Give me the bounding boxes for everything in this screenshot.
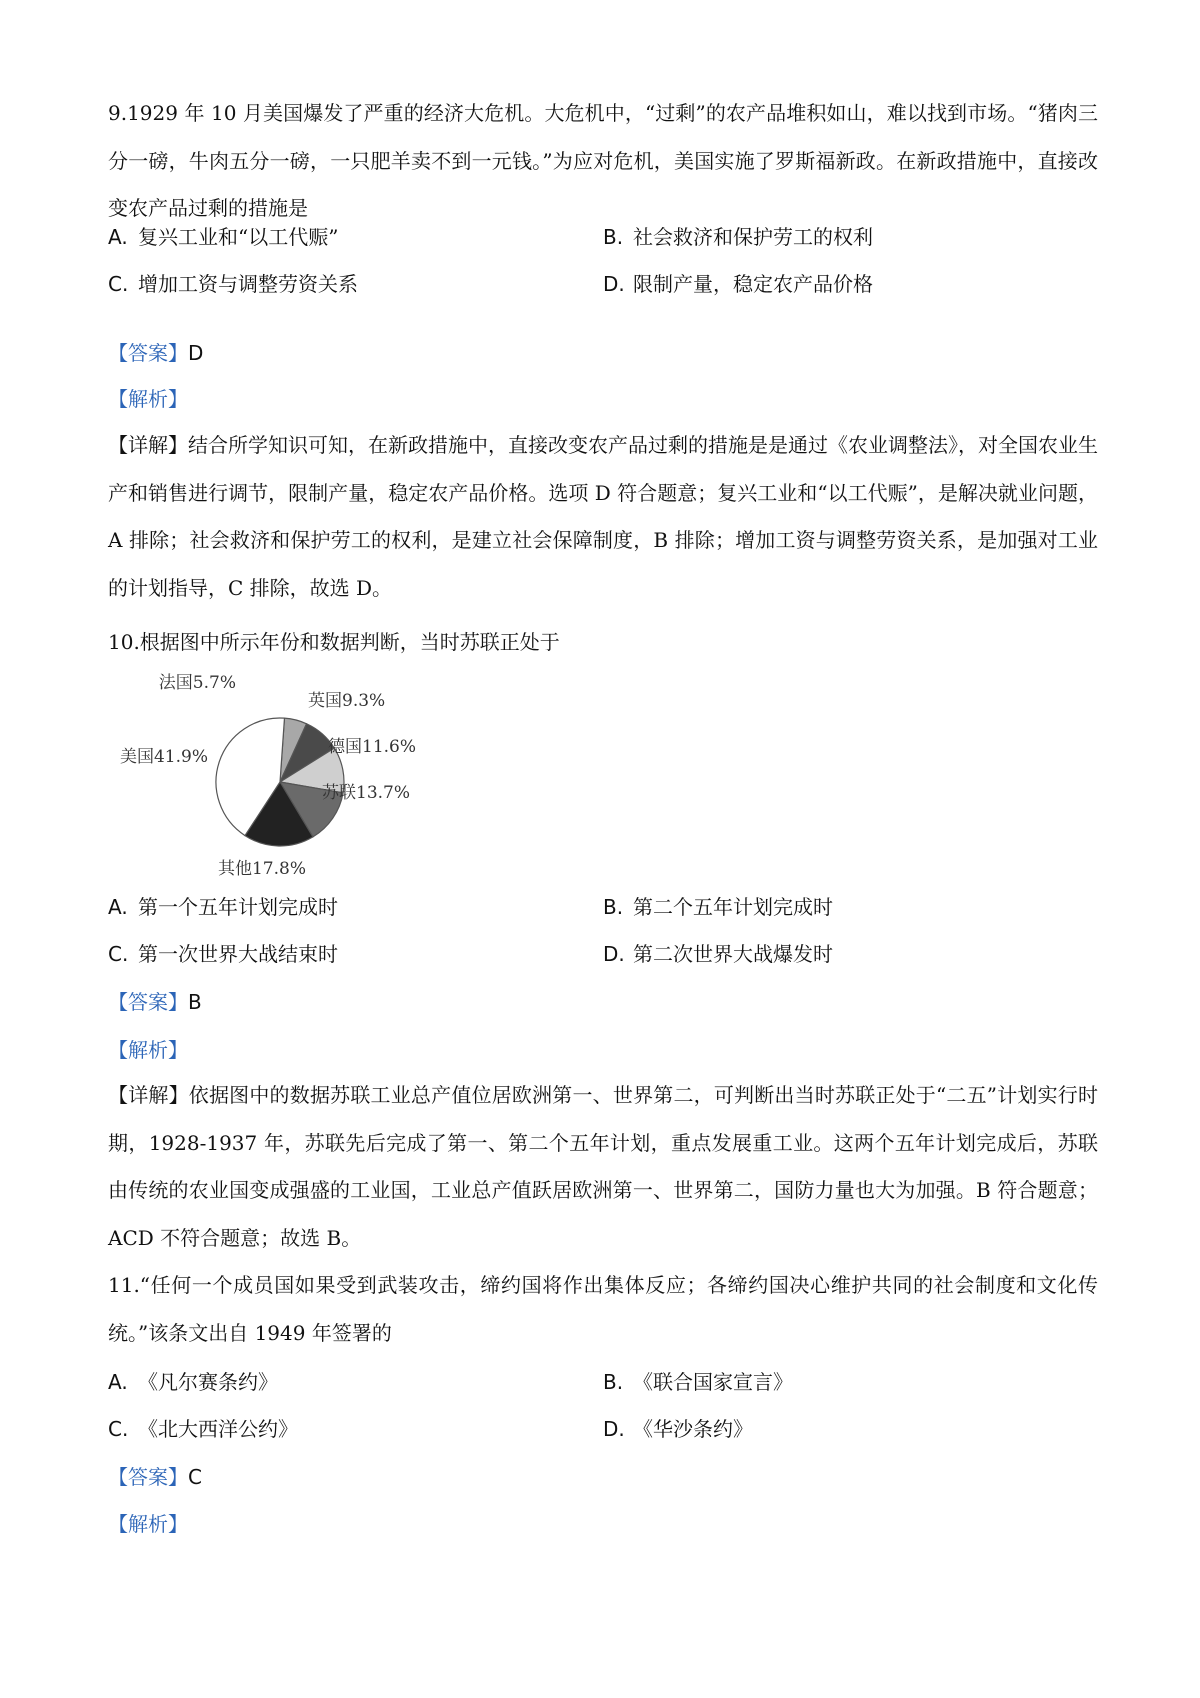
q11-option-d: D. 《华沙条约》 <box>603 1417 753 1441</box>
pie-chart <box>108 670 468 890</box>
q10-stem: 10.根据图中所示年份和数据判断，当时苏联正处于 <box>108 630 560 654</box>
q11-stem: 11.“任何一个成员国如果受到武装攻击，缔约国将作出集体反应；各缔约国决心维护共同的社会制度和文化传统。”该条文出自 1949 年签署的 <box>108 1273 1098 1345</box>
pie-slice-label: 法国5.7% <box>158 673 236 693</box>
q9-option-d: D. 限制产量，稳定农产品价格 <box>603 272 873 296</box>
pie-slice-label: 其他17.8% <box>217 859 307 879</box>
q10-option-a: A. 第一个五年计划完成时 <box>108 895 338 919</box>
q11-option-c: C. 《北大西洋公约》 <box>108 1417 298 1441</box>
q11-option-a: A. 《凡尔赛条约》 <box>108 1370 278 1394</box>
q9-option-a: A. 复兴工业和“以工代赈” <box>108 225 339 249</box>
pie-slice-label: 德国11.6% <box>328 737 417 757</box>
q11-option-b: B. 《联合国家宣言》 <box>603 1370 793 1394</box>
pie-slice-label: 苏联13.7% <box>322 783 411 803</box>
q10-analysis-tag: 【解析】 <box>108 1038 188 1062</box>
q9-analysis-tag: 【解析】 <box>108 387 188 411</box>
q10-option-c: C. 第一次世界大战结束时 <box>108 942 338 966</box>
q9-detail: 【详解】结合所学知识可知，在新政措施中，直接改变农产品过剩的措施是是通过《农业调整法》，对全国农业生产和销售进行调节，限制产量，稳定农产品价格。选项 D 符合题意；复兴工业和“以工代赈”，是解决就业问题，A 排除；社会救济和保护劳工的权利，是建立社会保障制度，B 排除；增加工资与调整劳资关系，是加强对工业的计划指导，C 排除，故选 D。 <box>108 433 1098 600</box>
q11-analysis-tag: 【解析】 <box>108 1512 188 1536</box>
q9-stem: 9.1929 年 10 月美国爆发了严重的经济大危机。大危机中，“过剩”的农产品堆积如山，难以找到市场。“猪肉三分一磅，牛肉五分一磅，一只肥羊卖不到一元钱。”为应对危机，美国实施了罗斯福新政。在新政措施中，直接改变农产品过剩的措施是 <box>108 101 1098 220</box>
q9-answer: 【答案】D <box>108 341 204 365</box>
q11-answer: 【答案】C <box>108 1465 202 1489</box>
q9-option-c: C. 增加工资与调整劳资关系 <box>108 272 358 296</box>
q9-option-b: B. 社会救济和保护劳工的权利 <box>603 225 873 249</box>
pie-slice-label: 英国9.3% <box>308 691 386 711</box>
q10-answer: 【答案】B <box>108 990 202 1014</box>
q10-option-d: D. 第二次世界大战爆发时 <box>603 942 833 966</box>
q10-detail: 【详解】依据图中的数据苏联工业总产值位居欧洲第一、世界第二，可判断出当时苏联正处于“二五”计划实行时期，1928-1937 年，苏联先后完成了第一、第二个五年计划，重点发展重工业。这两个五年计划完成后，苏联由传统的农业国变成强盛的工业国，工业总产值跃居欧洲第一、世界第二，国防力量也大为加强。B 符合题意；ACD 不符合题意；故选 B。 <box>108 1083 1098 1250</box>
pie-slice-label: 美国41.9% <box>119 747 208 767</box>
q10-option-b: B. 第二个五年计划完成时 <box>603 895 833 919</box>
